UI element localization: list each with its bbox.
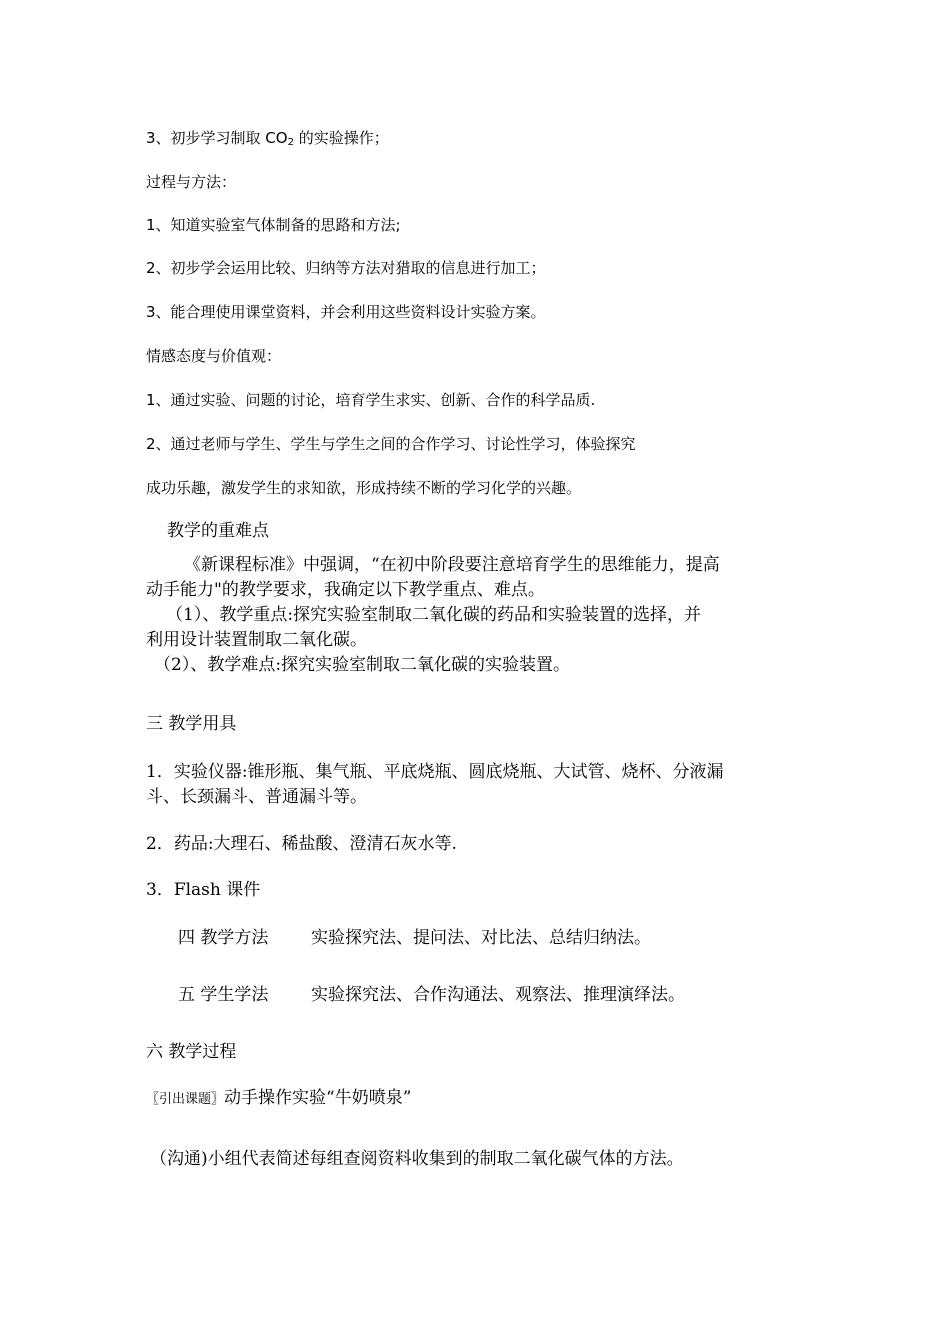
key-points-focus-line-2: 利用设计装置制取二氧化碳。 [146, 630, 367, 650]
emotion-heading: 情感态度与价值观： [146, 347, 282, 365]
process-intro [146, 1086, 411, 1112]
tools-item-3: 3．Flash 课件 [146, 880, 261, 900]
knowledge-item-3 [146, 128, 389, 148]
teaching-method-label: 四 教学方法 [178, 928, 269, 948]
key-points-focus-line-1: （1）、教学重点:探究实验室制取二氧化碳的药品和实验装置的选择，并 [166, 605, 702, 625]
teaching-method-value: 实验探究法、提问法、对比法、总结归纳法。 [311, 928, 651, 948]
tools-item-2: 2．药品:大理石、稀盐酸、澄清石灰水等. [146, 834, 457, 854]
tools-item-1-line-1: 1．实验仪器:锥形瓶、集气瓶、平底烧瓶、圆底烧瓶、大试管、烧杯、分液漏 [146, 762, 724, 782]
process-method-item-2: 2、初步学会运用比较、归纳等方法对猎取的信息进行加工； [146, 259, 546, 277]
learning-method-value: 实验探究法、合作沟通法、观察法、推理演绎法。 [311, 985, 685, 1005]
emotion-item-1: 1、通过实验、问题的讨论，培育学生求实、创新、合作的科学品质. [146, 391, 596, 409]
key-points-difficulty: （2）、教学难点:探究实验室制取二氧化碳的实验装置。 [154, 655, 571, 675]
process-intro-tag: 〖引出课题〗 [146, 1092, 225, 1107]
emotion-item-2-line-2: 成功乐趣，激发学生的求知欲，形成持续不断的学习化学的兴趣。 [146, 479, 582, 497]
process-method-item-3: 3、能合理使用课堂资料，并会利用这些资料设计实验方案。 [146, 303, 546, 321]
process-method-item-1: 1、知道实验室气体制备的思路和方法; [146, 216, 401, 234]
tools-item-1-line-2: 斗、长颈漏斗、普通漏斗等。 [146, 787, 367, 807]
process-intro-text: 动手操作实验“牛奶喷泉” [224, 1088, 412, 1108]
learning-method-label: 五 学生学法 [178, 985, 269, 1005]
process-communicate: （沟通)小组代表简述每组查阅资料收集到的制取二氧化碳气体的方法。 [150, 1149, 684, 1169]
process-method-heading: 过程与方法： [146, 173, 237, 191]
emotion-item-2-line-1: 2、通过老师与学生、学生与学生之间的合作学习、讨论性学习，体验探究 [146, 435, 636, 453]
key-points-heading: 教学的重难点 [167, 521, 269, 541]
key-points-intro-line-2: 动手能力"的教学要求，我确定以下教学重点、难点。 [146, 580, 545, 600]
knowledge-item-3-post: 的实验操作； [293, 129, 389, 147]
co2-subscript: 2 [287, 137, 294, 148]
tools-heading: 三 教学用具 [146, 714, 237, 734]
knowledge-item-3-pre: 3、初步学习制取 CO [146, 129, 288, 147]
process-heading: 六 教学过程 [146, 1042, 237, 1062]
key-points-intro-line-1: 《新课程标准》中强调，“在初中阶段要注意培育学生的思维能力，提高 [184, 555, 720, 575]
